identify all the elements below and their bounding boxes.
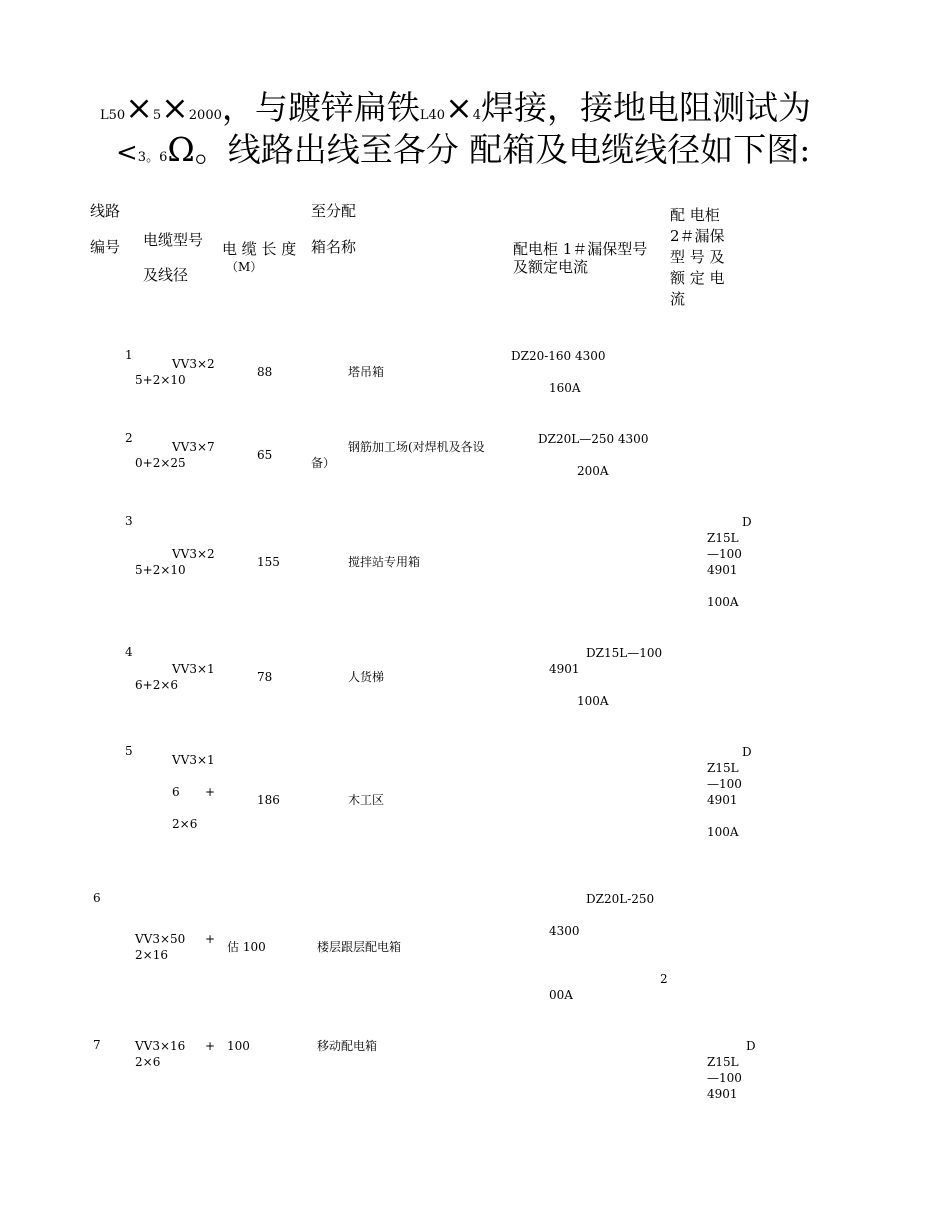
title-text: 2000 bbox=[188, 108, 222, 123]
header-breaker1-a: 配电柜 1＃漏保型号 bbox=[513, 240, 648, 258]
breaker-1: 4300 bbox=[549, 924, 580, 938]
title-text: × bbox=[445, 88, 473, 127]
cable-spec: 6+2×6 bbox=[135, 678, 179, 692]
header-breaker2-a: 配 电柜 bbox=[670, 206, 720, 224]
breaker-2: —100 bbox=[707, 777, 742, 791]
destination: 备） bbox=[311, 456, 336, 470]
cable-length: 88 bbox=[257, 365, 273, 379]
title-line-1 bbox=[100, 88, 811, 128]
header-breaker2-e: 流 bbox=[670, 290, 686, 308]
destination: 移动配电箱 bbox=[317, 1039, 378, 1053]
header-length-a: 电 缆 长 度 bbox=[222, 240, 297, 258]
title-text: L40 bbox=[419, 108, 446, 123]
cable-spec: 2×16 bbox=[135, 948, 168, 962]
breaker-1: DZ20-160 4300 bbox=[511, 349, 606, 363]
breaker-2: 4901 bbox=[707, 1087, 738, 1101]
breaker-1: 160A bbox=[549, 381, 581, 395]
row-number: 2 bbox=[125, 431, 133, 445]
cable-spec: + bbox=[205, 1039, 216, 1053]
cable-spec: VV3×16 bbox=[135, 1039, 186, 1053]
breaker-1: 4901 bbox=[549, 662, 580, 676]
cable-spec: 6 bbox=[172, 785, 180, 799]
cable-spec: + bbox=[205, 932, 216, 946]
header-dest-b: 箱名称 bbox=[311, 238, 357, 256]
destination: 塔吊箱 bbox=[348, 365, 385, 379]
cable-spec: 2×6 bbox=[135, 1055, 161, 1069]
header-cable-a: 电缆型号 bbox=[143, 231, 204, 249]
breaker-2: D bbox=[746, 1039, 756, 1053]
cable-spec: 5+2×10 bbox=[135, 373, 186, 387]
cable-spec: VV3×1 bbox=[172, 662, 215, 676]
destination: 木工区 bbox=[348, 793, 385, 807]
header-breaker1-b: 及额定电流 bbox=[513, 258, 589, 276]
row-number: 3 bbox=[125, 514, 133, 528]
cable-spec: VV3×2 bbox=[172, 547, 215, 561]
title-text: 3。6 bbox=[137, 150, 168, 165]
header-line-no-b: 编号 bbox=[90, 238, 121, 256]
destination: 人货梯 bbox=[348, 670, 385, 684]
cable-spec: 5+2×10 bbox=[135, 563, 186, 577]
breaker-2: Z15L bbox=[707, 531, 739, 545]
breaker-2: —100 bbox=[707, 1071, 742, 1085]
header-dest-a: 至分配 bbox=[311, 202, 357, 220]
cable-spec: VV3×7 bbox=[172, 440, 215, 454]
breaker-1: DZ20L—250 4300 bbox=[538, 432, 649, 446]
cable-length: 186 bbox=[257, 793, 280, 807]
breaker-2: 100A bbox=[707, 825, 739, 839]
header-breaker2-d: 额 定 电 bbox=[670, 269, 725, 287]
title-text: 5 bbox=[152, 108, 162, 123]
title-line-2 bbox=[116, 130, 810, 170]
title-text: < bbox=[116, 138, 138, 168]
breaker-1: 00A bbox=[549, 988, 573, 1002]
cable-spec: VV3×1 bbox=[172, 753, 215, 767]
breaker-2: D bbox=[742, 515, 752, 529]
breaker-2: D bbox=[742, 745, 752, 759]
header-breaker2-c: 型 号 及 bbox=[670, 248, 725, 266]
cable-spec: + bbox=[205, 785, 216, 799]
cable-length: 78 bbox=[257, 670, 273, 684]
breaker-1: DZ15L—100 bbox=[586, 646, 663, 660]
row-number: 4 bbox=[125, 645, 133, 659]
breaker-2: 100A bbox=[707, 595, 739, 609]
destination: 钢筋加工场(对焊机及各设 bbox=[348, 440, 485, 454]
title-text: 4 bbox=[472, 108, 481, 123]
header-breaker2-b: 2＃漏保 bbox=[670, 227, 725, 245]
breaker-2: Z15L bbox=[707, 761, 739, 775]
header-length-b: （M） bbox=[226, 260, 263, 274]
cable-length: 100 bbox=[227, 1039, 250, 1053]
breaker-2: 4901 bbox=[707, 563, 738, 577]
cable-length: 155 bbox=[257, 555, 280, 569]
title-text: ，与踱锌扁铁 bbox=[221, 88, 420, 127]
breaker-1: 200A bbox=[577, 464, 609, 478]
breaker-1: 100A bbox=[577, 694, 609, 708]
cable-spec: 0+2×25 bbox=[135, 456, 186, 470]
breaker-2: 4901 bbox=[707, 793, 738, 807]
cable-length: 估 100 bbox=[227, 940, 266, 954]
cable-spec: 2×6 bbox=[172, 817, 198, 831]
row-number: 5 bbox=[125, 744, 133, 758]
title-text: 焊接，接地电阻测试为 bbox=[481, 88, 811, 127]
row-number: 1 bbox=[125, 348, 133, 362]
header-cable-b: 及线径 bbox=[143, 266, 189, 284]
header-line-no-a: 线路 bbox=[90, 202, 121, 220]
title-text: × bbox=[161, 88, 189, 127]
title-text: × bbox=[125, 88, 153, 127]
row-number: 6 bbox=[93, 891, 101, 905]
title-text: 。线路出线至各分 配箱及电缆线径如下图: bbox=[194, 130, 811, 169]
breaker-1: 2 bbox=[660, 972, 668, 986]
breaker-1: DZ20L-250 bbox=[586, 892, 655, 906]
breaker-2: Z15L bbox=[707, 1055, 739, 1069]
breaker-2: —100 bbox=[707, 547, 742, 561]
cable-length: 65 bbox=[257, 448, 273, 462]
destination: 楼层跟层配电箱 bbox=[317, 940, 402, 954]
cable-spec: VV3×50 bbox=[135, 932, 186, 946]
title-text: Ω bbox=[167, 130, 195, 169]
row-number: 7 bbox=[93, 1038, 101, 1052]
destination: 搅拌站专用箱 bbox=[348, 555, 421, 569]
title-text: L50 bbox=[100, 108, 126, 123]
cable-spec: VV3×2 bbox=[172, 357, 215, 371]
